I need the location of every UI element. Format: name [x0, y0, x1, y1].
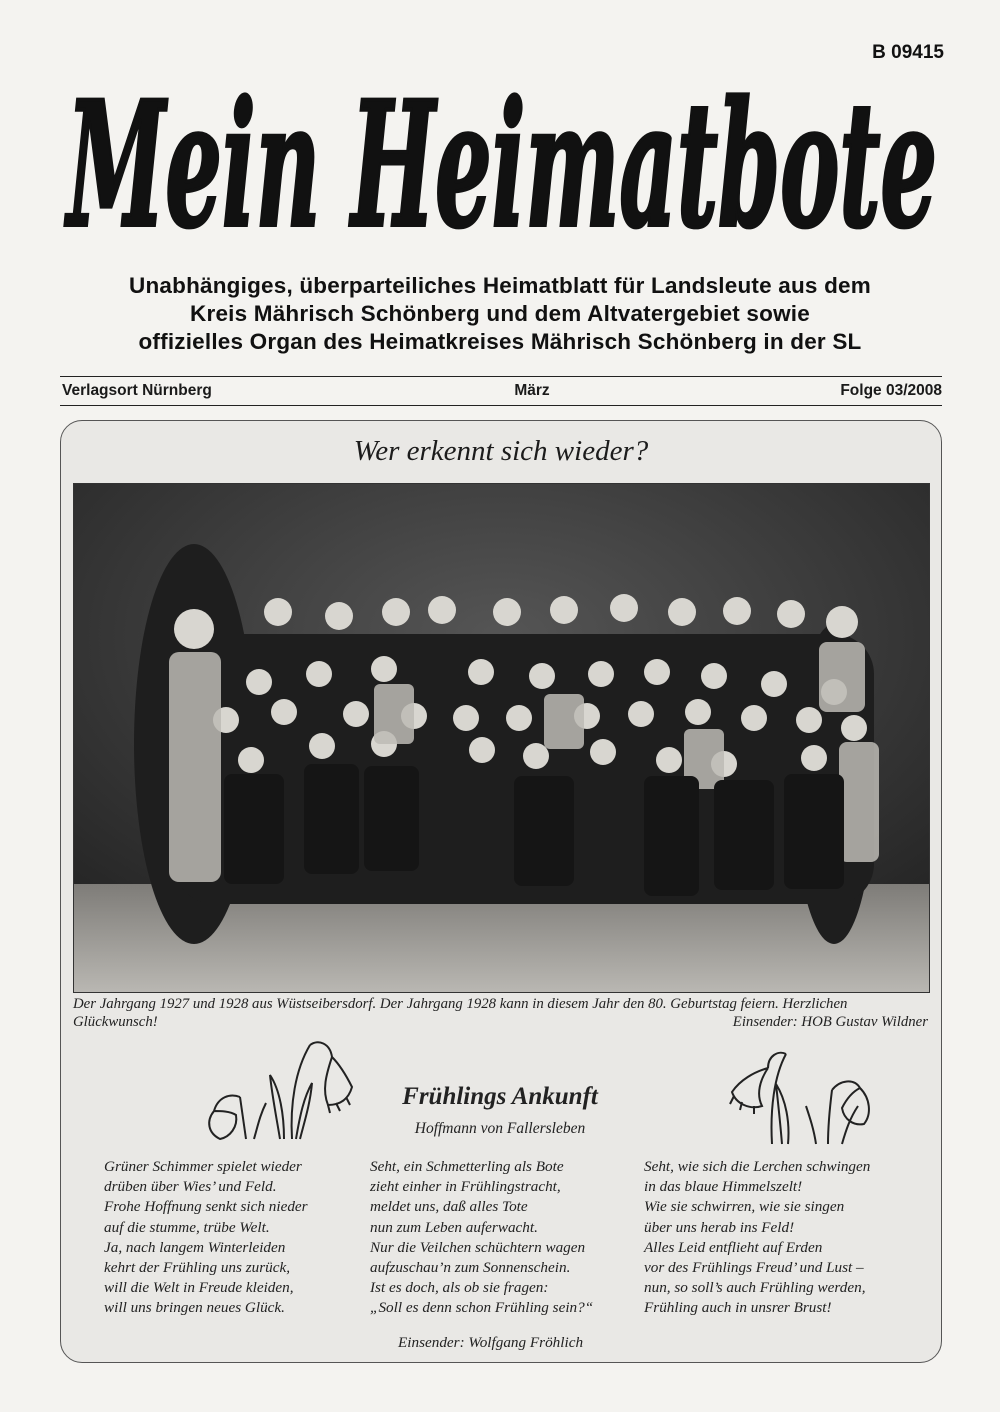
stanza-line: will die Welt in Freude kleiden, — [104, 1279, 294, 1297]
stanza-line: will uns bringen neues Glück. — [104, 1299, 285, 1317]
class-photo — [73, 483, 930, 993]
stanza-line: meldet uns, daß alles Tote — [370, 1198, 528, 1216]
subtitle-line-3: offizielles Organ des Heimatkreises Mährisch Schönberg in der SL — [138, 329, 862, 354]
divider-bottom — [60, 405, 942, 406]
stanza-line: Ist es doch, als ob sie fragen: — [370, 1279, 549, 1297]
masthead-logo — [62, 40, 942, 270]
publication-place: Verlagsort Nürnberg — [62, 382, 212, 399]
stanza-line: über uns herab ins Feld! — [644, 1218, 795, 1236]
caption-text: Der Jahrgang 1927 und 1928 aus Wüstseibersdorf. Der Jahrgang 1928 kann in diesem Jahr den 80. Geburtstag feiern. Herzlichen Glückwunsch! — [73, 996, 848, 1030]
stanza-line: Frühling auch in unsrer Brust! — [644, 1299, 832, 1317]
stanza-line: nun zum Leben auferwacht. — [370, 1218, 538, 1236]
stanza-line: Nur die Veilchen schüchtern wagen — [370, 1238, 586, 1256]
masthead — [62, 40, 942, 270]
subtitle-line-1: Unabhängiges, überparteiliches Heimatblatt für Landsleute aus dem — [129, 273, 871, 298]
stanza-line: Grüner Schimmer spielet wieder — [104, 1158, 302, 1175]
stanza-line: Seht, ein Schmetterling als Bote — [370, 1158, 564, 1175]
snowdrop-icon — [716, 1040, 896, 1148]
poem-stanza-2 — [370, 1157, 593, 1319]
stanza-line: Ja, nach langem Winterleiden — [104, 1238, 286, 1256]
snowdrop-icon — [200, 1035, 360, 1143]
stanza-line: aufzuschau’n zum Sonnenschein. — [370, 1258, 571, 1276]
info-bar — [62, 382, 942, 404]
stanza-line: Wie sie schwirren, wie sie singen — [644, 1198, 845, 1216]
poem-stanza-3 — [644, 1157, 870, 1319]
stanza-line: Seht, wie sich die Lerchen schwingen — [644, 1158, 871, 1175]
class-photo-image — [74, 484, 929, 992]
caption-sender: Einsender: HOB Gustav Wildner — [732, 1014, 928, 1030]
issue-number: Folge 03/2008 — [840, 382, 942, 399]
subtitle-line-2: Kreis Mährisch Schönberg und dem Altvatergebiet sowie — [190, 301, 810, 326]
stanza-line: in das blaue Himmelszelt! — [644, 1178, 803, 1196]
poem-sender: Einsender: Wolfgang Fröhlich — [398, 1334, 584, 1351]
stanza-line: kehrt der Frühling uns zurück, — [104, 1258, 291, 1276]
poem-stanza-1 — [104, 1157, 308, 1319]
publication-month: März — [514, 382, 550, 399]
poem-title: Frühlings Ankunft — [402, 1083, 598, 1110]
stanza-line: zieht einher in Frühlingstracht, — [370, 1178, 561, 1196]
masthead-title: Mein Heimatbote — [64, 63, 937, 266]
subtitle — [40, 272, 960, 356]
stanza-line: Alles Leid entflieht auf Erden — [644, 1238, 823, 1256]
stanza-line: drüben über Wies’ und Feld. — [104, 1178, 277, 1196]
stanza-line: auf die stumme, trübe Welt. — [104, 1218, 270, 1236]
stanza-line: nun, so soll’s auch Frühling werden, — [644, 1279, 866, 1297]
stanza-line: „Soll es denn schon Frühling sein?“ — [370, 1299, 594, 1317]
divider-top — [60, 376, 942, 377]
stanza-line: vor des Frühlings Freud’ und Lust – — [644, 1258, 864, 1276]
feature-headline: Wer erkennt sich wieder? — [353, 435, 649, 467]
poem-author: Hoffmann von Fallersleben — [414, 1120, 586, 1137]
stanza-line: Frohe Hoffnung senkt sich nieder — [104, 1198, 308, 1216]
issue-code: B 09415 — [872, 42, 944, 63]
photo-caption — [73, 995, 928, 1031]
